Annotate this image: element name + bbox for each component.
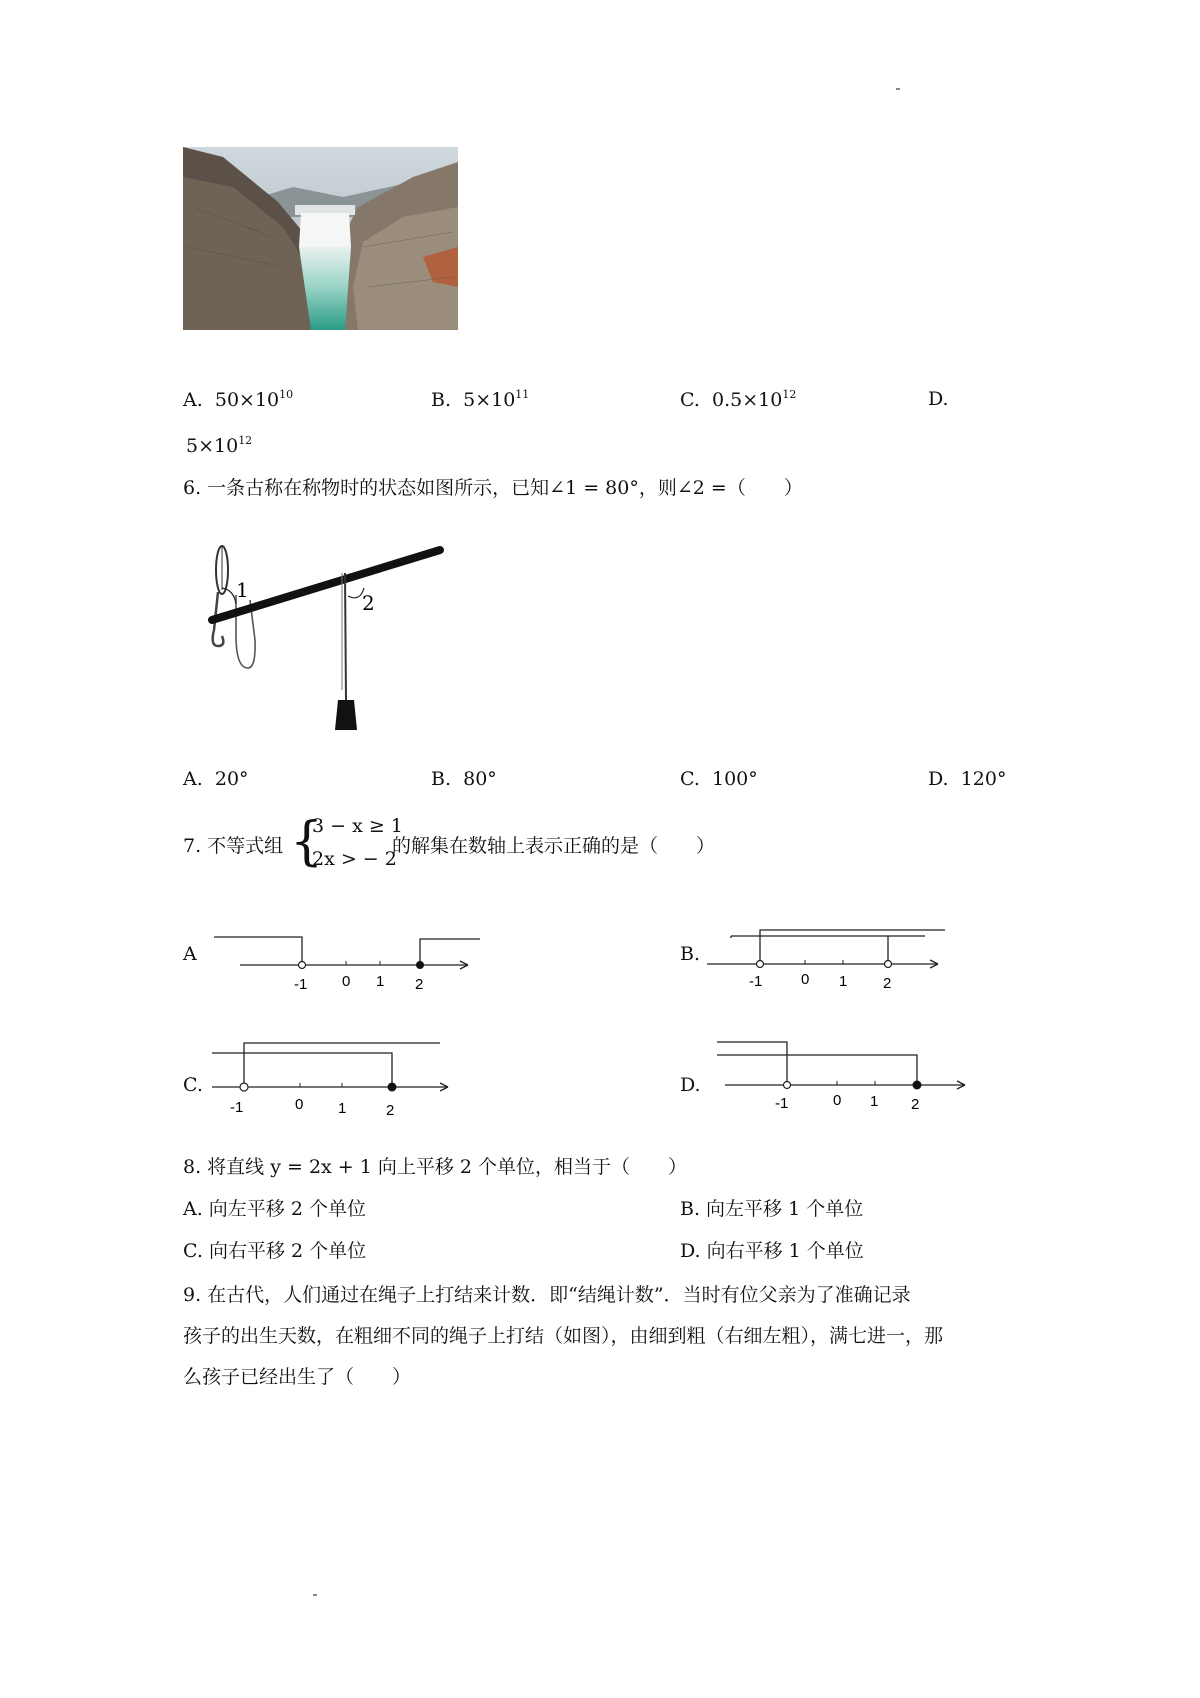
- q5-option-c: [680, 388, 796, 411]
- tick-label-0: 0: [342, 973, 351, 990]
- q5-option-d-letter: D.: [928, 388, 949, 410]
- q6-option-b: [431, 768, 497, 790]
- number-line-c: [210, 1035, 460, 1115]
- q6-option-d-value: 120°: [960, 768, 1007, 790]
- q7-option-a-letter: A: [183, 943, 197, 965]
- page-mark-bottom: [313, 1594, 317, 1596]
- tick-label-0: 0: [295, 1096, 304, 1113]
- q5-option-a: [183, 388, 293, 411]
- q8-option-b: B. 向左平移 1 个单位: [680, 1198, 864, 1220]
- tick-label-1: 1: [376, 973, 385, 990]
- tick-label-neg1: -1: [294, 976, 308, 993]
- q6-stem: 6. 一条古称在称物时的状态如图所示，已知∠1 = 80°，则∠2 =（ ）: [183, 477, 803, 499]
- q6-option-d-letter: D.: [928, 768, 949, 790]
- tick-label-0: 0: [833, 1092, 842, 1109]
- dam-photo: [183, 147, 458, 330]
- q5-option-c-letter: C.: [680, 389, 700, 411]
- q6-option-c-letter: C.: [680, 768, 700, 790]
- q5-option-a-base: 50×10: [214, 389, 280, 411]
- q7-option-b-letter: B.: [680, 943, 701, 965]
- q7-option-c-letter: C.: [183, 1074, 203, 1096]
- angle-1-label: 1: [236, 578, 249, 602]
- q5-option-a-letter: A.: [183, 389, 203, 411]
- tick-label-1: 1: [870, 1093, 879, 1110]
- q6-option-a-letter: A.: [183, 768, 203, 790]
- q5-option-d: [186, 434, 252, 457]
- tick-label-2: 2: [883, 975, 892, 992]
- number-line-b: [705, 920, 950, 995]
- q7-ineq-1: 3 − x ≥ 1: [312, 815, 403, 837]
- q9-line-1: 9. 在古代，人们通过在绳子上打结来计数．即“结绳计数”．当时有位父亲为了准确记录: [183, 1284, 911, 1306]
- tick-label-2: 2: [911, 1096, 920, 1113]
- q7-ineq-2: 2x > − 2: [312, 848, 397, 870]
- tick-label-2: 2: [415, 976, 424, 993]
- q5-option-c-base: 0.5×10: [712, 389, 783, 411]
- q5-option-a-exp: 10: [279, 388, 294, 401]
- q9-line-3: 么孩子已经出生了（ ）: [183, 1366, 412, 1388]
- q7-option-d-letter: D.: [680, 1074, 701, 1096]
- angle-2-label: 2: [362, 591, 375, 615]
- q8-stem: 8. 将直线 y = 2x + 1 向上平移 2 个单位，相当于（ ）: [183, 1156, 688, 1178]
- number-line-a: [210, 925, 480, 995]
- q6-option-b-letter: B.: [431, 768, 452, 790]
- tick-label-2: 2: [386, 1102, 395, 1115]
- tick-label-neg1: -1: [749, 973, 763, 990]
- q8-option-d: D. 向右平移 1 个单位: [680, 1240, 864, 1262]
- tick-label-0: 0: [801, 971, 810, 988]
- q7-brace: {: [290, 812, 324, 872]
- q6-option-c: [680, 768, 758, 790]
- q6-option-d: [928, 768, 1006, 790]
- q5-option-d-base: 5×10: [186, 435, 239, 457]
- q6-option-a: [183, 768, 249, 790]
- tick-label-1: 1: [338, 1100, 347, 1115]
- steelyard-figure: [200, 540, 450, 740]
- q5-option-b-base: 5×10: [463, 389, 516, 411]
- q6-option-b-value: 80°: [463, 768, 497, 790]
- q7-stem-prefix: 7. 不等式组: [183, 835, 284, 857]
- q9-line-2: 孩子的出生天数，在粗细不同的绳子上打结（如图），由细到粗（右细左粗），满七进一，那: [183, 1325, 944, 1347]
- q5-option-b: [431, 388, 529, 411]
- q5-option-c-exp: 12: [782, 388, 797, 401]
- q5-option-b-exp: 11: [515, 388, 530, 401]
- q5-option-b-letter: B.: [431, 389, 452, 411]
- q7-stem-suffix: 的解集在数轴上表示正确的是（ ）: [392, 835, 716, 857]
- tick-label-neg1: -1: [230, 1099, 244, 1115]
- q5-option-d-exp: 12: [238, 434, 253, 447]
- tick-label-1: 1: [839, 973, 848, 990]
- q8-option-c: C. 向右平移 2 个单位: [183, 1240, 367, 1262]
- q6-option-c-value: 100°: [712, 768, 758, 790]
- tick-label-neg1: -1: [775, 1095, 789, 1112]
- q6-option-a-value: 20°: [214, 768, 249, 790]
- q8-option-a: A. 向左平移 2 个单位: [183, 1198, 366, 1220]
- number-line-d: [715, 1035, 975, 1115]
- page-mark-top: [896, 88, 900, 90]
